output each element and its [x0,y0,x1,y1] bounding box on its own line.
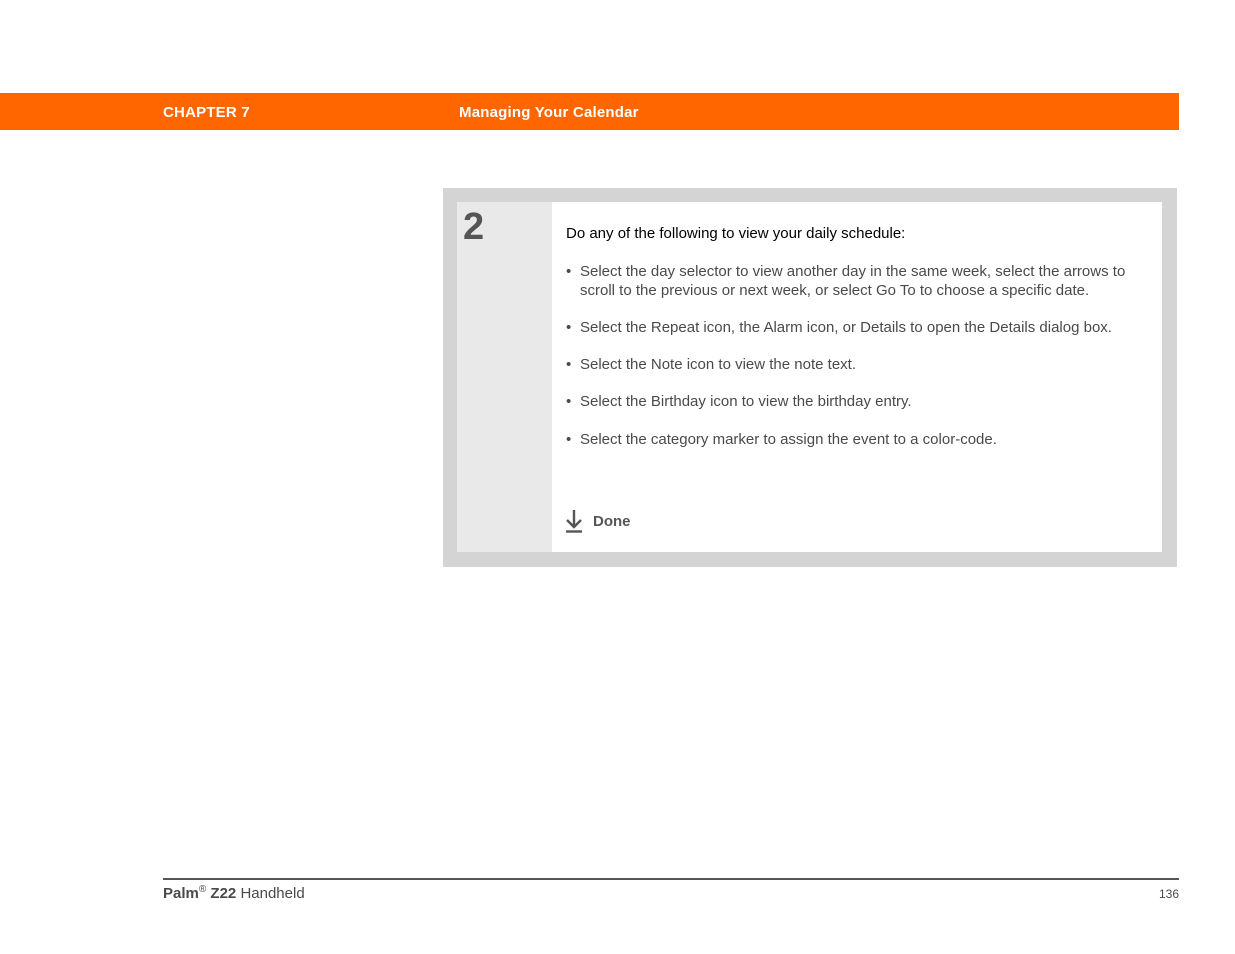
bullet-text: Select the Repeat icon, the Alarm icon, or Details to open the Details dialog box. [580,318,1112,336]
done-arrow-icon [565,509,583,533]
footer-brand: Palm [163,885,199,902]
step-bullet-list [566,263,1126,468]
bullet-text: Select the day selector to view another day in the same week, select the arrows to scroll to the previous or next week, or select Go To to choose a specific date. [580,263,1126,299]
page-number: 136 [1158,887,1179,901]
list-item: • Select the category marker to assign the event to a color-code. [566,430,997,448]
step-intro: Do any of the following to view your daily schedule: [566,225,906,242]
bullet-text: Select the category marker to assign the event to a color-code. [580,430,997,448]
list-item: • Select the Birthday icon to view the birthday entry. [566,393,912,411]
list-item: • Select the day selector to view another day in the same week, select the arrows to scroll to the previous or next week, or select Go To to choose a specific date. [566,263,1126,299]
footer-registered-mark: ® [198,884,207,895]
done-label: Done [593,512,631,530]
footer-product [163,884,305,902]
bullet-text: Select the Note icon to view the note text. [580,356,856,374]
footer-model: Z22 [210,885,237,902]
step-number-column [457,202,552,552]
chapter-label: CHAPTER 7 [163,104,250,121]
footer-divider [163,878,1179,880]
done-marker [565,509,631,533]
footer-product-name: Handheld [240,885,305,902]
bullet-text: Select the Birthday icon to view the birthday entry. [580,393,912,411]
list-item: • Select the Repeat icon, the Alarm icon, or Details to open the Details dialog box. [566,318,1112,336]
chapter-title: Managing Your Calendar [459,104,639,121]
list-item: • Select the Note icon to view the note text. [566,356,856,374]
step-number: 2 [463,206,485,248]
